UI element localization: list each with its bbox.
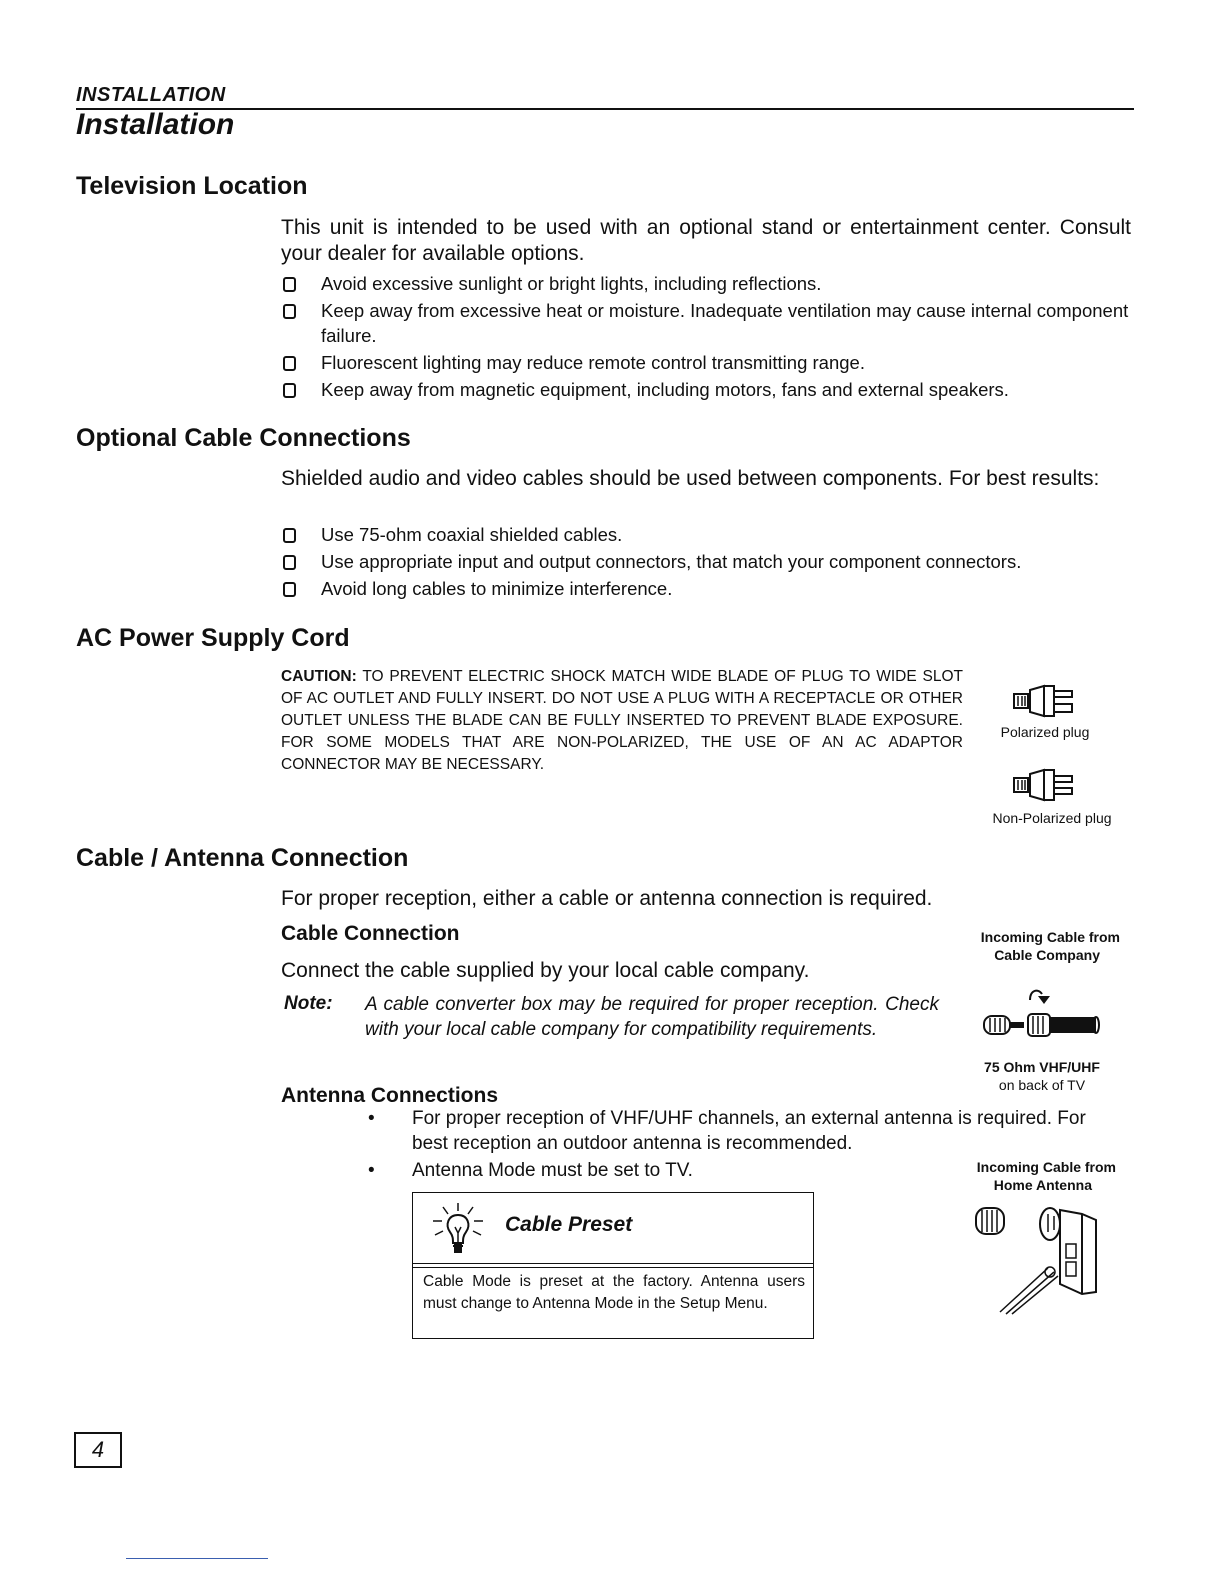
caution-label: CAUTION: xyxy=(281,668,357,685)
tv-location-list xyxy=(281,271,1133,404)
tv-location-intro: This unit is intended to be used with an optional stand or entertainment center. Consult your dealer for available options. xyxy=(281,216,1131,265)
antenna-connections-subheading: Antenna Connections xyxy=(281,1084,499,1107)
checkbox-bullet-icon xyxy=(283,304,296,319)
coax-connector-icon xyxy=(980,986,1104,1042)
list-item: • Antenna Mode must be set to TV. xyxy=(368,1160,693,1181)
non-polarized-plug-icon xyxy=(1010,766,1080,806)
cable-connection-subheading: Cable Connection xyxy=(281,922,460,945)
antenna-intro: For proper reception, either a cable or antenna connection is required. xyxy=(281,887,933,910)
lightbulb-icon xyxy=(423,1197,493,1257)
cable-preset-title: Cable Preset xyxy=(505,1213,633,1236)
list-item: Use appropriate input and output connectors, that match your component connectors. xyxy=(281,549,1133,574)
bullet-dot-icon: • xyxy=(368,1160,375,1181)
checkbox-bullet-icon xyxy=(283,383,296,398)
checkbox-bullet-icon xyxy=(283,528,296,543)
divider xyxy=(413,1263,813,1264)
cable-preset-text: Cable Mode is preset at the factory. Antenna users must change to Antenna Mode in the Setup Menu. xyxy=(423,1273,805,1312)
divider xyxy=(413,1267,813,1268)
note-label: Note: xyxy=(284,993,333,1014)
list-item: Fluorescent lighting may reduce remote control transmitting range. xyxy=(281,350,1133,375)
page-number: 4 xyxy=(74,1432,122,1468)
polarized-plug-icon xyxy=(1010,682,1080,722)
list-item: Avoid excessive sunlight or bright lights, including reflections. xyxy=(281,271,1133,296)
home-antenna-adapter-icon xyxy=(970,1200,1106,1320)
antenna-heading: Cable / Antenna Connection xyxy=(76,844,409,872)
running-head: INSTALLATION xyxy=(76,84,226,106)
polarized-plug-caption: Polarized plug xyxy=(1000,724,1090,740)
checkbox-bullet-icon xyxy=(283,582,296,597)
fig-home-label: Incoming Cable from Home Antenna xyxy=(976,1159,1116,1193)
list-item: Keep away from excessive heat or moisture. Inadequate ventilation may cause internal component failure. xyxy=(281,298,1133,348)
fig-ohm-label: 75 Ohm VHF/UHF on back of TV xyxy=(984,1059,1100,1093)
caution-text xyxy=(281,666,963,776)
footer-line xyxy=(126,1558,268,1559)
list-item: Avoid long cables to minimize interference. xyxy=(281,576,1133,601)
checkbox-bullet-icon xyxy=(283,555,296,570)
note-text: A cable converter box may be required for proper reception. Check with your local cable company for compatibility requirements. xyxy=(365,994,939,1040)
non-polarized-plug-caption: Non-Polarized plug xyxy=(992,810,1112,826)
list-item: • For proper reception of VHF/UHF channels, an external antenna is required. For best reception an outdoor antenna is recommended. xyxy=(368,1108,1086,1154)
caution-body: TO PREVENT ELECTRIC SHOCK MATCH WIDE BLADE OF PLUG TO WIDE SLOT OF AC OUTLET AND FULLY INSERT. DO NOT USE A PLUG WITH A RECEPTACLE OR OTHER OUTLET UNLESS THE BLADE CAN BE FULLY INSERTED TO PREVENT BLADE EXPOSURE. FOR SOME MODELS THAT ARE NON-POLARIZED, THE USE OF AN AC ADAPTOR CONNECTOR MAY BE NECESSARY. xyxy=(281,668,964,773)
bullet-dot-icon: • xyxy=(368,1108,375,1129)
cable-connections-list xyxy=(281,522,1133,603)
cable-connection-text: Connect the cable supplied by your local cable company. xyxy=(281,959,810,982)
cable-connections-intro: Shielded audio and video cables should be used between components. For best results: xyxy=(281,467,1100,490)
cable-preset-box xyxy=(412,1192,814,1339)
tv-location-heading: Television Location xyxy=(76,172,308,200)
fig-cable-label: Incoming Cable from Cable Company xyxy=(980,929,1120,963)
cable-connections-heading: Optional Cable Connections xyxy=(76,424,411,452)
page-title: Installation xyxy=(76,108,235,141)
list-item: Use 75-ohm coaxial shielded cables. xyxy=(281,522,1133,547)
checkbox-bullet-icon xyxy=(283,356,296,371)
checkbox-bullet-icon xyxy=(283,277,296,292)
header-rule xyxy=(76,108,1134,110)
ac-power-heading: AC Power Supply Cord xyxy=(76,624,350,652)
list-item: Keep away from magnetic equipment, including motors, fans and external speakers. xyxy=(281,377,1133,402)
